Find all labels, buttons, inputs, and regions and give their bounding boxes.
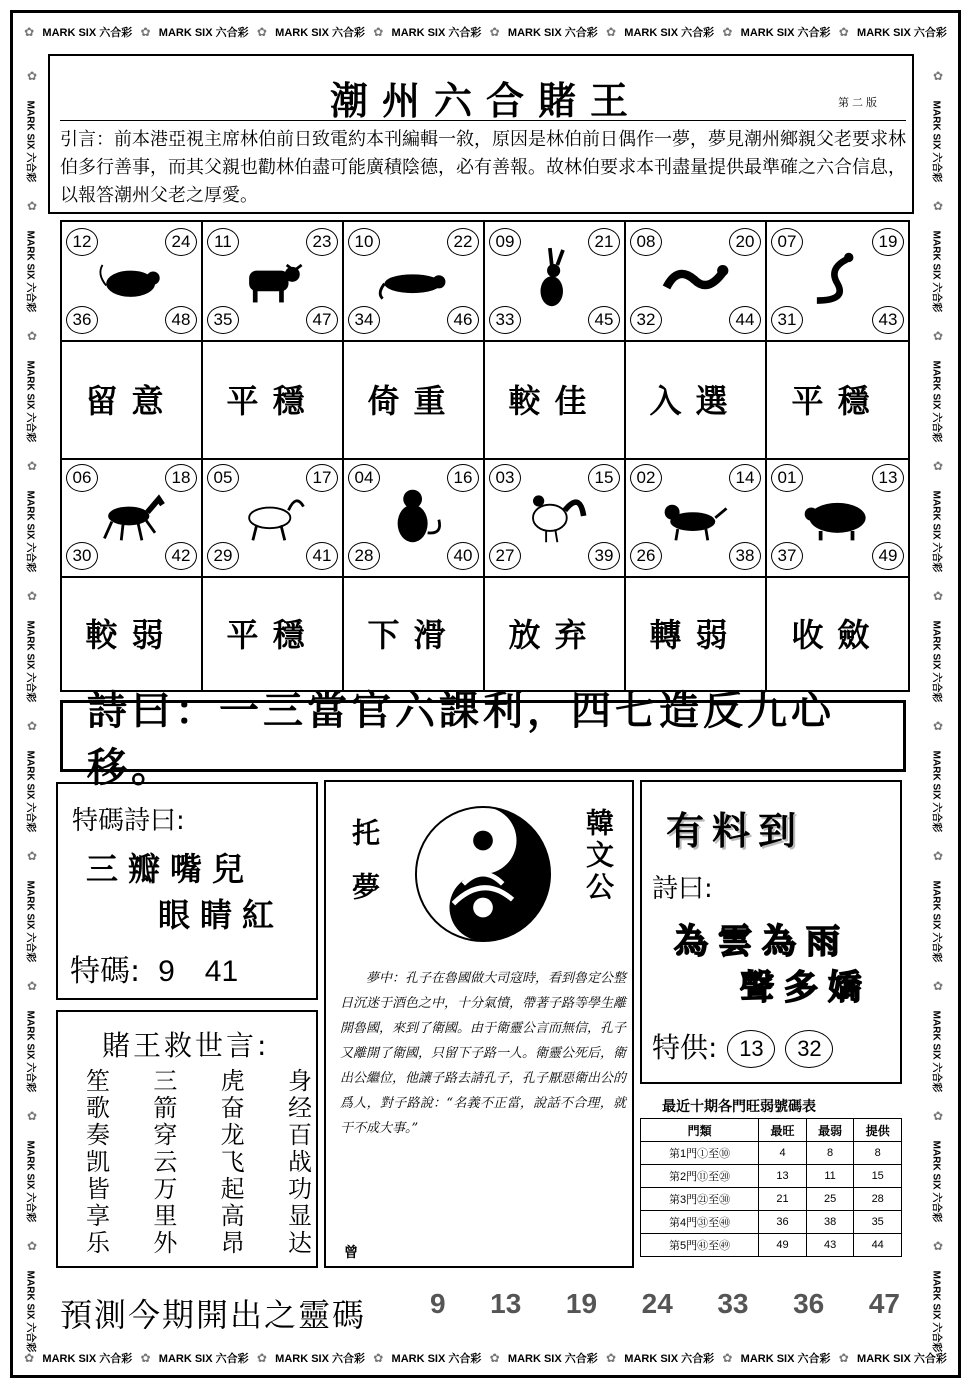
- table-row: [641, 1188, 902, 1211]
- tip-line-2: 聲多嬌: [740, 968, 872, 1008]
- zodiac-number: 18: [165, 464, 197, 492]
- zodiac-cell: [767, 222, 908, 340]
- tip-line-1: 為雲為雨: [674, 922, 850, 962]
- proverb-box: [56, 1010, 318, 1268]
- watermark-text: MARK SIX 六合彩: [507, 27, 598, 39]
- zodiac-phrase: 留意: [62, 340, 203, 458]
- flower-icon: ✿: [932, 459, 944, 474]
- rooster-icon: [518, 480, 593, 550]
- proverb-char: 战: [287, 1148, 312, 1176]
- flower-icon: ✿: [605, 1351, 617, 1365]
- flower-icon: ✿: [932, 849, 944, 864]
- zodiac-number: 15: [588, 464, 620, 492]
- zodiac-phrase: 較佳: [485, 340, 626, 458]
- watermark-text: MARK SIX 六合彩: [624, 1353, 715, 1365]
- proverb-char: 显: [287, 1202, 312, 1230]
- zodiac-number: 16: [447, 464, 479, 492]
- table-cell: 第1門①至⑩: [641, 1142, 759, 1165]
- watermark-text: MARK SIX 六合彩: [930, 1010, 942, 1093]
- table-cell: 43: [806, 1234, 854, 1257]
- proverb-char: 飞: [220, 1148, 245, 1176]
- proverb-char: 昂: [220, 1229, 245, 1257]
- zodiac-number: 02: [630, 464, 662, 492]
- zodiac-number: 49: [872, 542, 904, 570]
- proverb-char: 云: [153, 1148, 178, 1176]
- proverb-column: [221, 1068, 245, 1257]
- zodiac-number: 24: [165, 228, 197, 256]
- flower-icon: ✿: [838, 25, 849, 39]
- special-code-label: 特碼:: [70, 954, 141, 989]
- zodiac-grid: [60, 220, 910, 692]
- proverb-char: 万: [153, 1175, 178, 1203]
- zodiac-phrase: 放弃: [485, 576, 626, 690]
- watermark-text: MARK SIX 六合彩: [24, 620, 36, 703]
- zodiac-number: 47: [306, 306, 338, 334]
- flower-icon: ✿: [932, 589, 944, 604]
- zodiac-cell: [626, 222, 767, 340]
- table-cell: 49: [759, 1234, 807, 1257]
- flower-icon: ✿: [489, 1351, 500, 1365]
- prediction-number: 47: [868, 1288, 900, 1319]
- special-code-box: [56, 782, 318, 1000]
- ox-icon: [236, 244, 311, 314]
- proverb-char: 乐: [86, 1229, 110, 1257]
- zodiac-number: 29: [207, 542, 239, 570]
- flower-icon: ✿: [24, 25, 35, 39]
- poem-banner: 詩曰：一三當官六課利，四七造反九心移。: [60, 700, 906, 772]
- watermark-text: MARK SIX 六合彩: [930, 360, 942, 443]
- table-row: [641, 1211, 902, 1234]
- zodiac-row-1: [62, 222, 908, 342]
- proverb-char: 享: [86, 1202, 110, 1230]
- horse-icon: [95, 480, 170, 550]
- flower-icon: ✿: [932, 1109, 944, 1124]
- zodiac-number: 17: [306, 464, 338, 492]
- prediction-label: 預測今期開出之靈碼: [60, 1296, 367, 1334]
- tip-supply-label: 特供:: [652, 1031, 718, 1064]
- watermark-text: MARK SIX 六合彩: [624, 27, 715, 39]
- table-cell: 36: [759, 1211, 807, 1234]
- proverb-char: 奋: [220, 1094, 245, 1122]
- watermark-text: MARK SIX 六合彩: [930, 230, 942, 313]
- zodiac-number: 38: [729, 542, 761, 570]
- watermark-text: MARK SIX 六合彩: [275, 1353, 365, 1365]
- dragon-icon: [659, 244, 734, 314]
- special-heading: 特碼詩曰:: [72, 806, 185, 836]
- flower-icon: ✿: [722, 25, 733, 39]
- prediction-number: 19: [565, 1288, 598, 1319]
- snake-icon: [800, 244, 875, 314]
- watermark-text: MARK SIX 六合彩: [930, 100, 942, 183]
- stats-table: [640, 1118, 902, 1257]
- watermark-text: MARK SIX 六合彩: [275, 27, 365, 39]
- watermark-text: MARK SIX 六合彩: [24, 1270, 36, 1353]
- watermark-text: MARK SIX 六合彩: [930, 1270, 942, 1353]
- dream-story-tail: 曾: [344, 1245, 358, 1261]
- zodiac-cell: [485, 458, 626, 576]
- table-cell: 第4門㉛至㊵: [641, 1211, 759, 1234]
- zodiac-number: 13: [872, 464, 904, 492]
- proverb-heading: 賭王救世言:: [102, 1029, 270, 1062]
- table-cell: 8: [806, 1142, 854, 1165]
- watermark-text: MARK SIX 六合彩: [857, 1353, 947, 1365]
- zodiac-number: 39: [588, 542, 620, 570]
- zodiac-phrase: 下滑: [344, 576, 485, 690]
- table-cell: 25: [806, 1188, 854, 1211]
- zodiac-cell: [203, 222, 344, 340]
- zodiac-number: 14: [729, 464, 761, 492]
- flower-icon: ✿: [932, 1239, 944, 1254]
- prediction-number: 13: [490, 1288, 522, 1319]
- proverb-char: 三: [153, 1067, 178, 1095]
- rat-icon: [95, 244, 170, 314]
- flower-icon: ✿: [932, 69, 944, 84]
- flower-icon: ✿: [26, 849, 38, 864]
- table-cell: 第3門㉑至㉚: [641, 1188, 759, 1211]
- flower-icon: ✿: [26, 589, 38, 604]
- watermark-text: MARK SIX 六合彩: [24, 360, 36, 443]
- special-line-1: 三瓣嘴兒: [86, 850, 255, 888]
- goat-icon: [236, 480, 311, 550]
- tip-supply-number: 13: [727, 1030, 775, 1068]
- zodiac-number: 19: [872, 228, 904, 256]
- table-cell: 38: [806, 1211, 854, 1234]
- zodiac-phrase: 平穩: [791, 382, 884, 420]
- table-cell: 15: [854, 1165, 902, 1188]
- zodiac-number: 33: [489, 306, 521, 334]
- proverb-char: 笙: [86, 1067, 110, 1095]
- proverb-char: 身: [287, 1067, 312, 1095]
- zodiac-number: 08: [630, 228, 662, 256]
- stats-header-cell: 最旺: [759, 1119, 807, 1142]
- dream-story: 夢中：孔子在魯國做大司寇時，看到魯定公整日沉迷于酒色之中，十分氣憤，帶著子路等學生離開魯國，來到了衛國。由于衛靈公言而無信，孔子又離開了衛國，只留下子路一人。衛靈公死后，衛出公繼位，他讓子路去請孔子，孔子厭惡衛出公的爲人，對子路說：“名義不正當，說話不合理，就干不成大事。”: [340, 971, 627, 1136]
- flower-icon: ✿: [932, 719, 944, 734]
- watermark-text: MARK SIX 六合彩: [24, 880, 36, 963]
- zodiac-number: 34: [348, 306, 380, 334]
- stats-header-cell: 門類: [641, 1119, 759, 1142]
- zodiac-cell: [767, 458, 908, 576]
- proverb-char: 外: [153, 1229, 178, 1257]
- flower-icon: ✿: [932, 199, 944, 214]
- flower-icon: ✿: [838, 1351, 849, 1365]
- flower-icon: ✿: [140, 1351, 151, 1365]
- flower-icon: ✿: [26, 979, 38, 994]
- yin-yang-icon: [414, 804, 552, 944]
- tip-supply-row: [652, 1026, 833, 1068]
- proverb-char: 里: [153, 1202, 178, 1230]
- table-row: [641, 1234, 902, 1257]
- page-title: 潮州六合賭王: [330, 78, 643, 123]
- proverb-char: 起: [220, 1175, 245, 1203]
- watermark-text: MARK SIX 六合彩: [391, 27, 482, 39]
- proverb-char: 功: [287, 1175, 312, 1203]
- tip-box: [640, 780, 902, 1084]
- zodiac-number: 48: [165, 306, 197, 334]
- watermark-band-right: [920, 44, 956, 1353]
- table-cell: 8: [854, 1142, 902, 1165]
- zodiac-number: 41: [306, 542, 338, 570]
- zodiac-row-2: [62, 458, 908, 578]
- flower-icon: ✿: [140, 25, 151, 39]
- tip-supply-number: 32: [785, 1030, 833, 1068]
- zodiac-number: 11: [207, 228, 239, 256]
- watermark-text: MARK SIX 六合彩: [930, 620, 942, 703]
- watermark-text: MARK SIX 六合彩: [24, 750, 36, 833]
- flower-icon: ✿: [932, 979, 944, 994]
- table-cell: 44: [854, 1234, 902, 1257]
- stats-title: 最近十期各門旺弱號碼表: [662, 1099, 816, 1115]
- special-code-row: [70, 946, 238, 990]
- zodiac-number: 07: [771, 228, 803, 256]
- zodiac-number: 43: [872, 306, 904, 334]
- zodiac-number: 05: [207, 464, 239, 492]
- proverb-column: [288, 1068, 312, 1257]
- monkey-icon: [377, 480, 452, 550]
- proverb-char: 达: [287, 1229, 312, 1257]
- watermark-text: MARK SIX 六合彩: [930, 1140, 942, 1223]
- edition-label: 第二版: [838, 96, 880, 109]
- special-code-values: 9 41: [158, 955, 239, 988]
- proverb-column: [86, 1068, 110, 1257]
- proverb-char: 百: [287, 1121, 312, 1149]
- table-cell: 第2門⑪至⑳: [641, 1165, 759, 1188]
- proverb-char: 穿: [153, 1121, 178, 1149]
- zodiac-number: 45: [588, 306, 620, 334]
- proverb-columns: [86, 1068, 312, 1257]
- flower-icon: ✿: [373, 1351, 384, 1365]
- watermark-text: MARK SIX 六合彩: [507, 1353, 598, 1365]
- watermark-text: MARK SIX 六合彩: [24, 100, 36, 183]
- zodiac-number: 12: [66, 228, 98, 256]
- zodiac-number: 01: [771, 464, 803, 492]
- zodiac-number: 09: [489, 228, 521, 256]
- flower-icon: ✿: [26, 1239, 38, 1254]
- watermark-text: MARK SIX 六合彩: [857, 27, 947, 39]
- stats-body: [641, 1142, 902, 1257]
- watermark-band-left: [14, 44, 50, 1353]
- table-cell: 4: [759, 1142, 807, 1165]
- flower-icon: ✿: [26, 459, 38, 474]
- table-row: [641, 1142, 902, 1165]
- watermark-text: MARK SIX 六合彩: [930, 490, 942, 573]
- special-line-2: 眼睛紅: [158, 896, 285, 934]
- proverb-char: 虎: [220, 1067, 245, 1095]
- watermark-text: MARK SIX 六合彩: [24, 1140, 36, 1223]
- flower-icon: ✿: [489, 25, 500, 39]
- stats-table-box: [640, 1096, 902, 1254]
- zodiac-number: 26: [630, 542, 662, 570]
- proverb-char: 皆: [86, 1175, 110, 1203]
- zodiac-number: 44: [729, 306, 761, 334]
- zodiac-number: 36: [66, 306, 98, 334]
- intro-text: 引言：前本港亞視主席林伯前日致電約本刊編輯一敘，原因是林伯前日偶作一夢，夢見潮州鄉親父老要求林伯多行善事，而其父親也勸林伯盡可能廣積陰德，必有善報。故林伯要求本刊盡量提供最準確之六合信息，以報答潮州父老之厚愛。: [60, 129, 906, 206]
- flower-icon: ✿: [26, 329, 38, 344]
- proverb-char: 奏: [86, 1121, 110, 1149]
- zodiac-number: 04: [348, 464, 380, 492]
- zodiac-phrase: 較弱: [62, 576, 203, 690]
- zodiac-number: 28: [348, 542, 380, 570]
- zodiac-cell: [626, 458, 767, 576]
- zodiac-number: 37: [771, 542, 803, 570]
- watermark-text: MARK SIX 六合彩: [42, 1353, 133, 1365]
- dog-icon: [659, 480, 734, 550]
- table-row: [641, 1165, 902, 1188]
- table-cell: 13: [759, 1165, 807, 1188]
- proverb-column: [153, 1068, 177, 1257]
- proverb-char: 经: [287, 1094, 312, 1122]
- tiger-icon: [377, 244, 452, 314]
- zodiac-number: 21: [588, 228, 620, 256]
- flower-icon: ✿: [932, 329, 944, 344]
- dream-author-vertical: 韓文公: [582, 808, 615, 904]
- header-divider: [60, 120, 906, 121]
- zodiac-number: 22: [447, 228, 479, 256]
- zodiac-phrase: 倚重: [344, 340, 485, 458]
- flower-icon: ✿: [256, 1351, 267, 1365]
- watermark-text: MARK SIX 六合彩: [740, 27, 831, 39]
- proverb-char: 箭: [153, 1094, 178, 1122]
- zodiac-cell: [485, 222, 626, 340]
- flower-icon: ✿: [26, 719, 38, 734]
- phrase-row-2: [62, 576, 908, 690]
- prediction-number: 36: [793, 1288, 825, 1319]
- zodiac-cell: [62, 458, 203, 576]
- watermark-text: MARK SIX 六合彩: [158, 27, 249, 39]
- zodiac-phrase: 收斂: [791, 616, 884, 654]
- zodiac-cell: [344, 222, 485, 340]
- zodiac-number: 06: [66, 464, 98, 492]
- flower-icon: ✿: [722, 1351, 733, 1365]
- watermark-text: MARK SIX 六合彩: [24, 490, 36, 573]
- table-cell: 第5門㊶至㊾: [641, 1234, 759, 1257]
- prediction-number: 9: [430, 1288, 446, 1319]
- zodiac-cell: [344, 458, 485, 576]
- flower-icon: ✿: [605, 25, 617, 39]
- zodiac-number: 46: [447, 306, 479, 334]
- zodiac-phrase: 入選: [626, 340, 767, 458]
- watermark-text: MARK SIX 六合彩: [930, 880, 942, 963]
- zodiac-number: 03: [489, 464, 521, 492]
- zodiac-phrase: 轉弱: [626, 576, 767, 690]
- phrase-row-1: [62, 340, 908, 460]
- zodiac-number: 31: [771, 306, 803, 334]
- watermark-band-top: [20, 14, 951, 50]
- flower-icon: ✿: [24, 1351, 35, 1365]
- zodiac-cell: [203, 458, 344, 576]
- table-cell: 35: [854, 1211, 902, 1234]
- stats-header-cell: 最弱: [806, 1119, 854, 1142]
- watermark-text: MARK SIX 六合彩: [740, 1353, 831, 1365]
- zodiac-number: 42: [165, 542, 197, 570]
- pig-icon: [800, 480, 875, 550]
- tip-heading: 有料到: [666, 809, 805, 853]
- flower-icon: ✿: [26, 1109, 38, 1124]
- proverb-char: 凯: [86, 1148, 110, 1176]
- zodiac-number: 40: [447, 542, 479, 570]
- tip-poem-label: 詩曰:: [652, 874, 713, 904]
- zodiac-number: 23: [306, 228, 338, 256]
- dream-title-vertical: 托夢: [348, 818, 381, 926]
- flower-icon: ✿: [26, 199, 38, 214]
- zodiac-number: 35: [207, 306, 239, 334]
- prediction-number: 33: [717, 1288, 749, 1319]
- flower-icon: ✿: [26, 69, 38, 84]
- zodiac-number: 20: [729, 228, 761, 256]
- flower-icon: ✿: [256, 25, 267, 39]
- watermark-text: MARK SIX 六合彩: [24, 230, 36, 313]
- zodiac-number: 27: [489, 542, 521, 570]
- flower-icon: ✿: [373, 25, 384, 39]
- watermark-text: MARK SIX 六合彩: [391, 1353, 482, 1365]
- watermark-text: MARK SIX 六合彩: [930, 750, 942, 833]
- watermark-text: MARK SIX 六合彩: [24, 1010, 36, 1093]
- stats-header-row: [641, 1119, 902, 1142]
- table-cell: 11: [806, 1165, 854, 1188]
- proverb-char: 歌: [86, 1094, 110, 1122]
- prediction-numbers: [430, 1288, 900, 1320]
- rabbit-icon: [518, 244, 593, 314]
- watermark-text: MARK SIX 六合彩: [42, 27, 133, 39]
- zodiac-number: 30: [66, 542, 98, 570]
- zodiac-phrase: 平穩: [203, 576, 344, 690]
- proverb-char: 龙: [220, 1121, 245, 1149]
- zodiac-number: 10: [348, 228, 380, 256]
- zodiac-phrase: 平穩: [203, 340, 344, 458]
- zodiac-number: 32: [630, 306, 662, 334]
- table-cell: 28: [854, 1188, 902, 1211]
- watermark-band-bottom: [20, 1340, 951, 1376]
- prediction-number: 24: [641, 1288, 673, 1319]
- zodiac-cell: [62, 222, 203, 340]
- watermark-text: MARK SIX 六合彩: [158, 1353, 249, 1365]
- dream-box: [324, 780, 634, 1268]
- table-cell: 21: [759, 1188, 807, 1211]
- proverb-char: 高: [220, 1202, 245, 1230]
- stats-header-cell: 提供: [854, 1119, 902, 1142]
